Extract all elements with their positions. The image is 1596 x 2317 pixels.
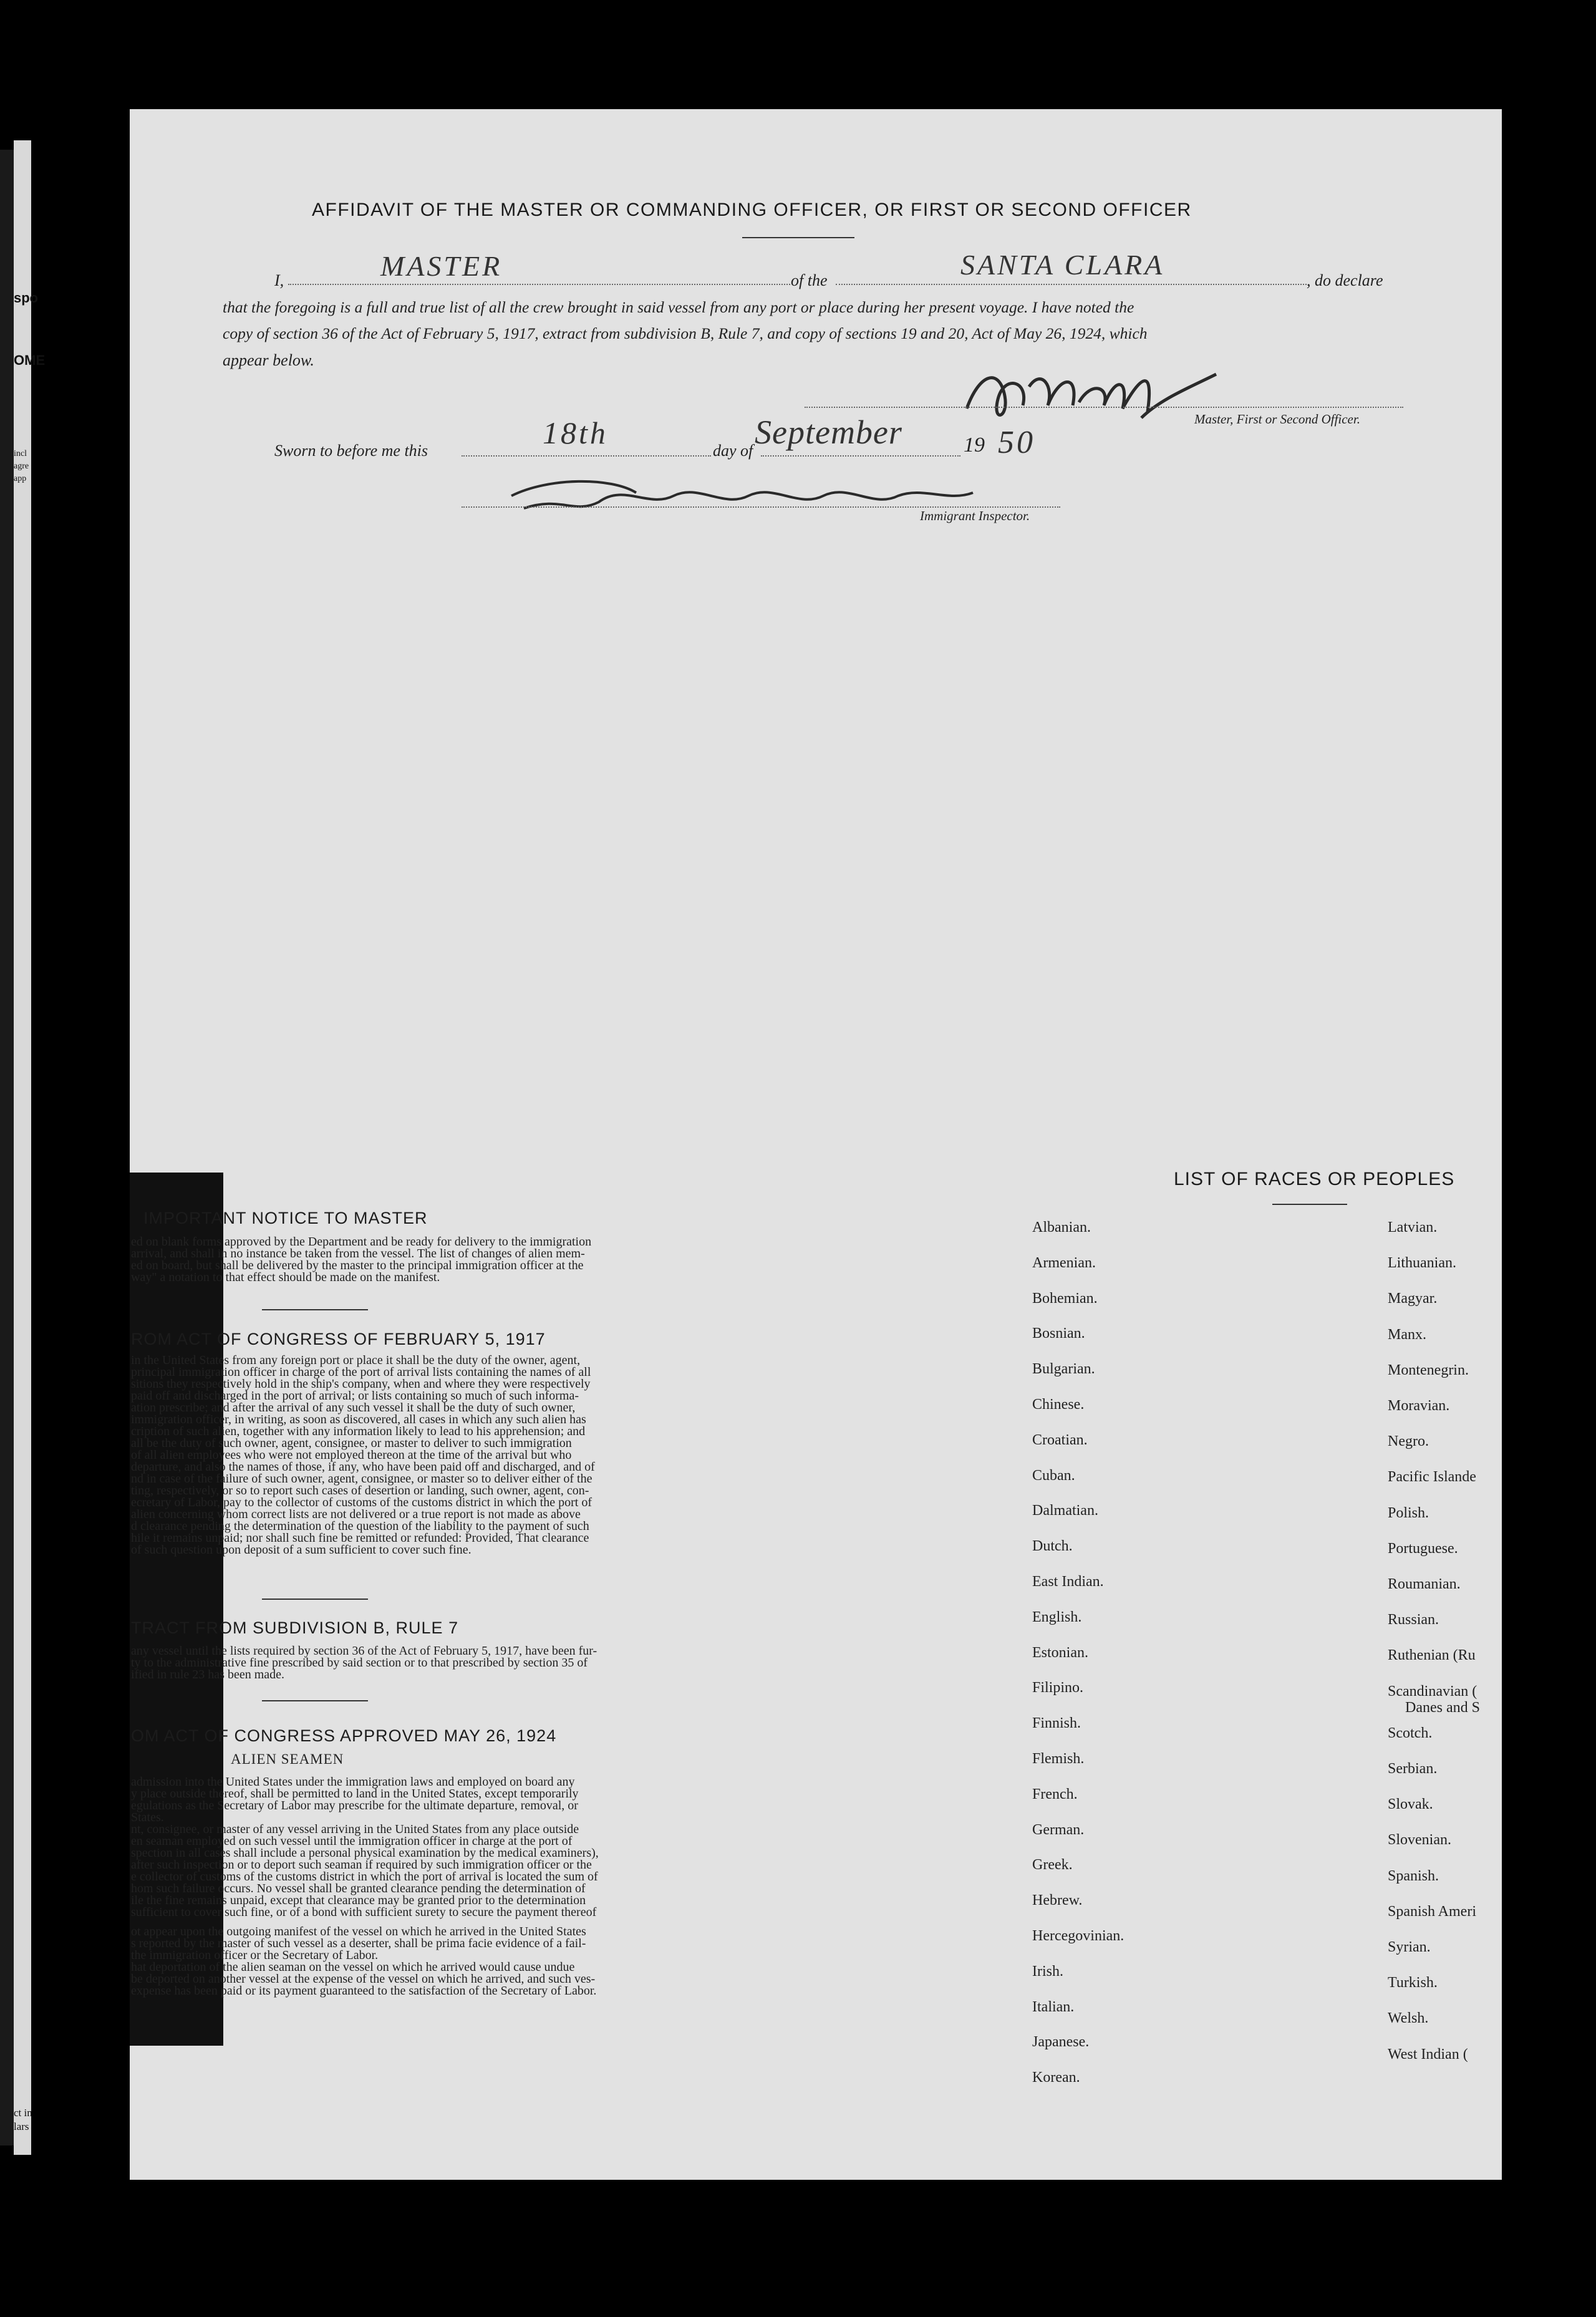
race-list-item: Manx. [1388,1326,1426,1343]
act-line: hat deportation of the alien seaman on the vessel on which he arrived would cause undue [131,1960,575,1974]
affidavit-i: I, [274,271,284,289]
sworn-label: Sworn to before me this [274,442,428,460]
act-line: spection in all cases shall include a personal physical examination by the medical examiners), [131,1846,599,1860]
margin-fragment: app [14,474,27,483]
act-line: hom such failure occurs. No vessel shall be granted clearance pending the determination of [131,1882,586,1895]
race-list-item: Serbian. [1388,1761,1438,1777]
race-list-item: Estonian. [1032,1644,1088,1661]
race-list-item: Bosnian. [1032,1325,1085,1342]
notice-body [131,1236,755,1284]
race-list-item: Dutch. [1032,1538,1073,1555]
race-list-item: Lithuanian. [1388,1255,1456,1272]
affidavit-declare: , do declare [1307,271,1383,289]
race-list-item: Magyar. [1388,1290,1438,1307]
race-list-item: Filipino. [1032,1680,1084,1696]
notice-line: ed on blank forms approved by the Department and be ready for delivery to the immigration [131,1235,592,1249]
race-list-item: Hebrew. [1032,1892,1083,1909]
race-list-item: Syrian. [1388,1939,1431,1955]
act-line: hile it remains unpaid; nor shall such fine be remitted or refunded: Provided, That clearance [131,1531,589,1545]
act-line: of such question upon deposit of a sum sufficient to cover such fine. [131,1543,472,1557]
month-field-line [761,455,960,457]
races-title-underline [1272,1204,1347,1205]
margin-fragment: spo [14,290,39,306]
act-line: ile the fine remains unpaid, except that clearance may be granted prior to the determination [131,1894,586,1907]
rule7-line: any vessel until the lists required by section 36 of the Act of February 5, 1917, have been fur- [131,1644,597,1658]
act-line: after such inspection or to deport such seaman if required by such immigration officer or the [131,1858,592,1872]
race-list-item: English. [1032,1608,1082,1625]
race-list-item: Pacific Islande [1388,1469,1476,1486]
act-line: nt, consignee, or master of any vessel arriving in the United States from any place outside [131,1822,579,1836]
race-list-item: French. [1032,1786,1078,1802]
act-1917-title: ROM ACT OF CONGRESS OF FEBRUARY 5, 1917 [131,1330,546,1348]
act-line: nd in case of the failure of such owner, agent, consignee, or master so to deliver either of the [131,1472,592,1486]
race-list-item: Greek. [1032,1857,1073,1874]
act-line: in the United States from any foreign port or place it shall be the duty of the owner, agent, [131,1353,581,1367]
race-list-item: Japanese. [1032,2034,1090,2051]
act-line: ot appear upon the outgoing manifest of the vessel on which he arrived in the United States [131,1925,586,1938]
act-line: en seaman employed on such vessel until the immigration officer in charge at the port of [131,1834,573,1848]
race-list-item: Croatian. [1032,1431,1088,1448]
act-line: ecretary of Labor, pay to the collector of customs of the customs district in which the port of [131,1496,592,1509]
master-signature-line [805,407,1403,408]
act-line: d clearance pending the determination of the question of the liability to the payment of such [131,1519,589,1533]
handwritten-day: 18th [543,415,608,450]
act-line: ation prescribe; and after the arrival of any such vessel it shall be the duty of such owner, [131,1401,576,1415]
race-list-item: West Indian ( [1388,2046,1468,2063]
act-line: all be the duty of such owner, agent, consignee, or master to deliver to such immigration [131,1436,572,1450]
race-list-item: Scandinavian ( [1388,1683,1478,1700]
act-1917-body [131,1355,761,1556]
affidavit-line-3: copy of section 36 of the Act of February 5, 1917, extract from subdivision B, Rule 7, and copy of sections 19 and 20, Act of May 26, 1924, which [223,324,1148,342]
race-list-item: Roumanian. [1388,1576,1461,1592]
act-line: alien concerning whom correct lists are not delivered or a true report is not made as above [131,1507,581,1521]
margin-fragment: ct in [14,2107,32,2119]
race-list-item: East Indian. [1032,1574,1104,1590]
race-list-item: Slovak. [1388,1796,1433,1813]
inspector-caption: Immigrant Inspector. [920,508,1030,523]
name-field-line [288,284,790,285]
master-caption: Master, First or Second Officer. [1194,412,1360,427]
act-line: admission into the United States under the immigration laws and employed on board any [131,1775,575,1789]
race-list-item: Dalmatian. [1032,1502,1098,1519]
act-line: sitions they respectively hold in the ship's company, when and where they were respectively [131,1377,591,1391]
vessel-field-line [836,284,1307,285]
race-list-item: Albanian. [1032,1219,1091,1236]
notice-title: IMPORTANT NOTICE TO MASTER [143,1209,428,1227]
race-list-item: Slovenian. [1388,1832,1451,1849]
act-line: ting, respectively, or so to report such cases of desertion or landing, such owner, agent, con- [131,1484,589,1497]
act-line: egulations as the Secretary of Labor may prescribe for the ultimate departure, removal, or [131,1799,578,1812]
section-divider [262,1700,368,1701]
race-list-item: Portuguese. [1388,1540,1458,1557]
title-underline [742,237,854,238]
act-line: be deported on another vessel at the expense of the vessel on which he arrived, and such ves- [131,1972,596,1986]
race-list-item: Latvian. [1388,1219,1438,1236]
day-field-line [462,455,711,457]
race-list-item: Hercegovinian. [1032,1928,1124,1944]
year-prefix: 19 [964,433,985,457]
affidavit-of-the: of the [791,271,828,289]
race-list-item: Italian. [1032,1998,1075,2015]
act-line: immigration officer, in writing, as soon as discovered, all cases in which any such alien has [131,1413,586,1426]
section-divider [262,1309,368,1310]
rule7-line: ty to the administrative fine prescribed by said section or to that prescribed by section 35 of [131,1656,588,1670]
margin-fragment: lars [14,2121,29,2132]
race-list-item: Chinese. [1032,1396,1085,1413]
race-list-item: Polish. [1388,1504,1429,1521]
inspector-signature-line [462,506,1060,508]
race-list-item: Russian. [1388,1612,1439,1628]
race-list-item: Negro. [1388,1433,1429,1450]
margin-fragment: agre [14,462,29,471]
races-title: LIST OF RACES OR PEOPLES [1174,1169,1455,1189]
handwritten-month: September [755,414,902,451]
race-list-item: German. [1032,1821,1085,1838]
handwritten-name: MASTER [380,250,503,282]
race-list-subitem: Danes and S [1405,1699,1480,1716]
day-of-label: day of [713,442,753,460]
race-list-item: Bohemian. [1032,1290,1098,1307]
act-line: expense has been paid or its payment guaranteed to the satisfaction of the Secretary of Labor. [131,1984,597,1998]
act-line: departure, and also the names of those, if any, who have been paid off and discharged, and of [131,1460,595,1474]
rule7-body [131,1645,761,1681]
act-line: paid off and discharged in the port of arrival; or lists containing so much of such informa- [131,1389,579,1403]
act-line: cription of such alien, together with any information likely to lead to his apprehension; and [131,1425,586,1438]
race-list-item: Scotch. [1388,1724,1433,1741]
notice-line: ed on board, but shall be delivered by the master to the principal immigration officer at the [131,1259,584,1272]
act-line: States. [131,1811,164,1824]
left-adjacent-page-strip [14,140,31,2155]
act-line: e collector of customs of the customs district in which the port of arrival is located the sum of [131,1870,598,1884]
handwritten-vessel: SANTA CLARA [960,249,1165,281]
act-line: y place outside thereof, shall be permitted to land in the United States, except temporarily [131,1787,579,1801]
race-list-item: Turkish. [1388,1975,1438,1991]
notice-line: way" a notation to that effect should be made on the manifest. [131,1270,440,1284]
act-line: principal immigration officer in charge of the port of arrival lists containing the names of all [131,1365,591,1379]
affidavit-line-4: appear below. [223,351,314,369]
race-list-item: Welsh. [1388,2010,1429,2027]
race-list-item: Cuban. [1032,1467,1075,1484]
race-list-item: Moravian. [1388,1398,1450,1414]
section-divider [262,1599,368,1600]
act-1924-body [131,1776,761,1997]
master-signature [954,349,1229,443]
race-list-item: Spanish. [1388,1867,1439,1884]
left-adjacent-page-shadow [0,150,14,2145]
act-1924-subtitle: ALIEN SEAMEN [231,1751,344,1767]
race-list-item: Spanish Ameri [1388,1903,1476,1920]
race-list-item: Bulgarian. [1032,1361,1095,1378]
race-list-item: Flemish. [1032,1751,1085,1767]
margin-fragment: incl [14,449,27,458]
affidavit-line-2: that the foregoing is a full and true list of all the crew brought in said vessel from any port or place during her present voyage. I have noted the [223,298,1134,316]
notice-line: arrival, and shall in no instance be taken from the vessel. The list of changes of alien mem- [131,1247,585,1260]
act-1924-title: OM ACT OF CONGRESS APPROVED MAY 26, 1924 [131,1726,557,1745]
act-line: s reported by the master of such vessel as a deserter, shall be prima facie evidence of a fail- [131,1937,586,1950]
act-line: sufficient to cover such fine, or of a bond with sufficient surety to secure the payment thereof [131,1905,597,1919]
handwritten-year: 50 [998,425,1035,460]
rule7-title: TRACT FROM SUBDIVISION B, RULE 7 [131,1618,459,1637]
race-list-item: Ruthenian (Ru [1388,1647,1476,1664]
race-list-item: Montenegrin. [1388,1362,1469,1378]
act-line: the immigration officer or the Secretary of Labor. [131,1948,379,1962]
act-line: of all alien employees who were not employed thereon at the time of the arrival but who [131,1448,572,1462]
page-title: AFFIDAVIT OF THE MASTER OR COMMANDING OFFICER, OR FIRST OR SECOND OFFICER [312,200,1192,220]
race-list-item: Irish. [1032,1963,1063,1980]
race-list-item: Finnish. [1032,1715,1081,1732]
race-list-item: Korean. [1032,2069,1080,2086]
margin-fragment: OME [14,352,46,368]
race-list-item: Armenian. [1032,1254,1096,1271]
rule7-line: ified in rule 23 has been made. [131,1668,285,1681]
